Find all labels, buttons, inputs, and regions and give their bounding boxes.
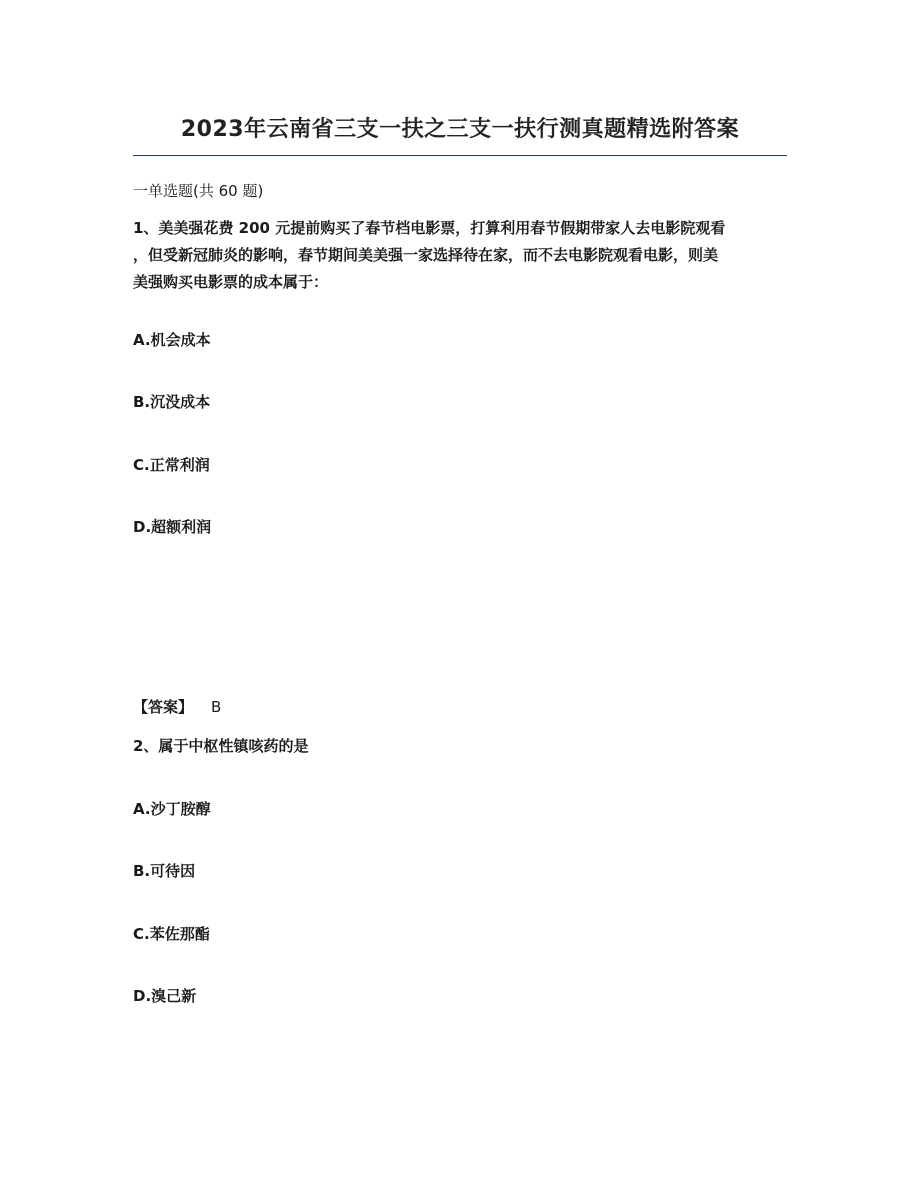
question-2-stem: 2、属于中枢性镇咳药的是 <box>133 737 309 755</box>
title-underline <box>133 155 787 156</box>
question-1-answer <box>133 694 221 721</box>
question-2-option-b: B.可待因 <box>133 862 196 880</box>
section-heading: 一单选题(共 60 题) <box>133 182 264 200</box>
question-1-option-b: B.沉没成本 <box>133 393 211 411</box>
question-1-stem-line-2: ，但受新冠肺炎的影响，春节期间美美强一家选择待在家，而不去电影院观看电影，则美 <box>133 246 719 264</box>
question-2-option-a: A.沙丁胺醇 <box>133 800 211 818</box>
question-1-stem-line-3: 美强购买电影票的成本属于： <box>133 273 329 291</box>
question-1-stem <box>133 215 789 296</box>
answer-value: B <box>211 698 222 716</box>
question-2-option-c: C.苯佐那酯 <box>133 925 210 943</box>
question-1-stem-line-1: 1、美美强花费 200 元提前购买了春节档电影票，打算利用春节假期带家人去电影院观看 <box>133 219 726 237</box>
answer-label: 【答案】 <box>133 698 194 716</box>
question-1-option-c: C.正常利润 <box>133 456 210 474</box>
question-1-option-d: D.超额利润 <box>133 518 212 536</box>
question-2-option-d: D.溴己新 <box>133 987 197 1005</box>
document-title: 2023年云南省三支一扶之三支一扶行测真题精选附答案 <box>180 117 740 142</box>
question-1-option-a: A.机会成本 <box>133 331 211 349</box>
